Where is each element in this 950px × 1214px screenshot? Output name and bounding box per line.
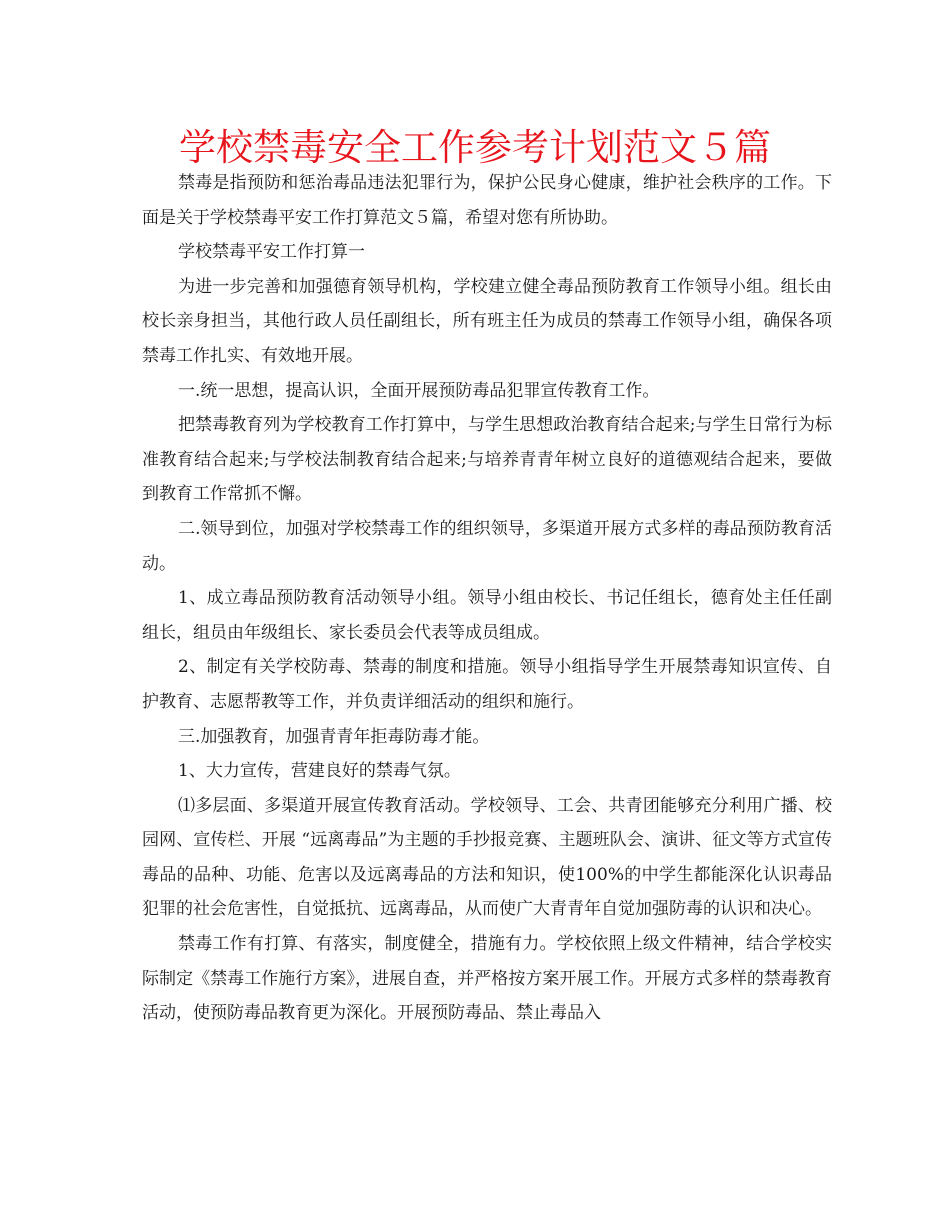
paragraph-heading-2: 二.领导到位，加强对学校禁毒工作的组织领导，多渠道开展方式多样的毒品预防教育活动。 [142, 518, 832, 574]
paragraph-item-1: 1、大力宣传，营建良好的禁毒气氛。 [178, 761, 461, 782]
paragraph-intro: 禁毒是指预防和惩治毒品违法犯罪行为，保护公民身心健康，维护社会秩序的工作。下面是关于学校禁毒平安工作打算范文５篇，希望对您有所协助。 [142, 173, 832, 228]
paragraph-heading-1: 一.统一思想，提高认识，全面开展预防毒品犯罪宣传教育工作。 [178, 380, 660, 401]
paragraph-section-heading: 学校禁毒平安工作打算一 [178, 242, 365, 263]
document-title: 学校禁毒安全工作参考计划范文５篇 [179, 126, 771, 169]
paragraph-heading-3: 三.加强教育，加强青青年拒毒防毒才能。 [178, 726, 490, 747]
paragraph-subitem-1: ⑴多层面、多渠道开展宣传教育活动。学校领导、工会、共青团能够充分利用广播、校园网、宣传栏、开展 “远离毒品”为主题的手抄报竞赛、主题班队会、演讲、征文等方式宣传毒品的品种、功能、危害以及远离毒品的方法和知识，使100%的中学生都能深化认识毒品犯罪的社会危害性，自觉抵抗、远离毒品，从而使广大青青年自觉加强防毒的认识和决心。 [142, 795, 832, 920]
paragraph: 把禁毒教育列为学校教育工作打算中，与学生思想政治教育结合起来;与学生日常行为标准教育结合起来;与学校法制教育结合起来;与培养青青年树立良好的道德观结合起来，要做到教育工作常抓不懈。 [142, 415, 832, 505]
paragraph: 为进一步完善和加强德育领导机构，学校建立健全毒品预防教育工作领导小组。组长由校长亲身担当，其他行政人员任副组长，所有班主任为成员的禁毒工作领导小组，确保各项禁毒工作扎实、有效地开展。 [142, 276, 832, 366]
document-body [142, 166, 832, 1031]
paragraph: 禁毒工作有打算、有落实，制度健全，措施有力。学校依照上级文件精神，结合学校实际制定《禁毒工作施行方案》，进展自查，并严格按方案开展工作。开展方式多样的禁毒教育活动，使预防毒品教育更为深化。开展预防毒品、禁止毒品入 [142, 934, 832, 1024]
paragraph-item-2: 2、制定有关学校防毒、禁毒的制度和措施。领导小组指导学生开展禁毒知识宣传、自护教育、志愿帮教等工作，并负责详细活动的组织和施行。 [142, 657, 832, 712]
paragraph-item-1: 1、成立毒品预防教育活动领导小组。领导小组由校长、书记任组长，德育处主任任副组长，组员由年级组长、家长委员会代表等成员组成。 [142, 588, 832, 643]
